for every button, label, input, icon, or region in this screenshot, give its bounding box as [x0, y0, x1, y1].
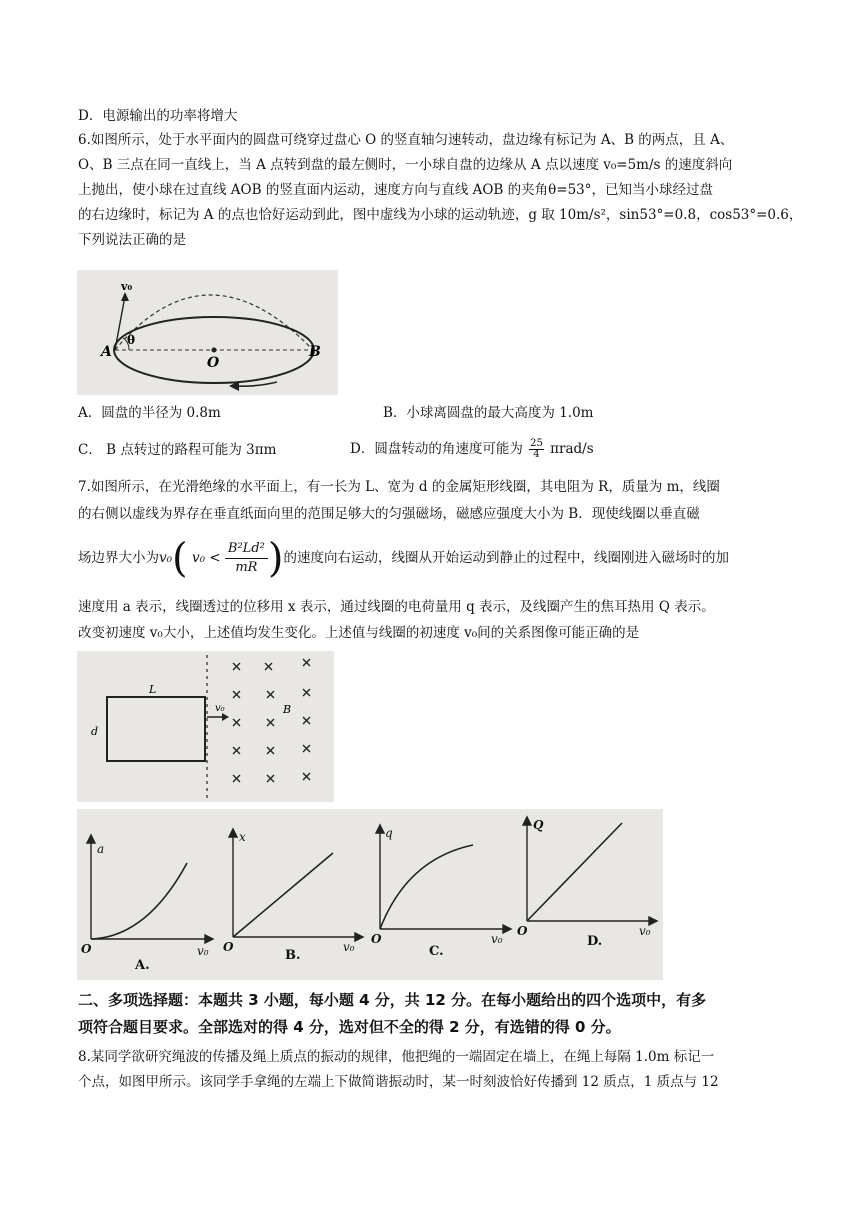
graph-b-o: O [223, 940, 234, 954]
graph-a-label: A. [135, 958, 150, 973]
label-v0: v₀ [215, 703, 225, 714]
q6-line-4: 的右边缘时，标记为 A 的点也恰好运动到此，图中虚线为小球的运动轨迹，g 取 10m/s²，sin53°=0.8，cos53°=0.6， [78, 207, 803, 223]
q7-condition-fraction [225, 540, 268, 577]
curve-a [91, 863, 187, 939]
q6-line-1: 6.如图所示，处于水平面内的圆盘可绕穿过盘心 O 的竖直轴匀速转动，盘边缘有标记为 A、B 的两点，且 A、 [78, 132, 734, 148]
graph-b-y: x [239, 830, 246, 844]
graph-d-x: v₀ [639, 924, 651, 938]
field-crosses [233, 659, 310, 782]
q6-line-2: O、B 三点在同一直线上，当 A 点转到盘的最左侧时，一小球自盘的边缘从 A 点以速度 v₀=5m/s 的速度斜向 [78, 157, 733, 173]
q7-line-2: 的右侧以虚线为界存在垂直纸面向里的范围足够大的匀强磁场，磁感应强度大小为 B．现使线圈以垂直磁 [78, 506, 700, 522]
q6-line-5: 下列说法正确的是 [78, 232, 186, 248]
left-paren: ( [172, 535, 188, 582]
graph-c-o: O [371, 932, 382, 946]
label-v0: v₀ [121, 280, 133, 293]
graph-a-x: v₀ [197, 944, 209, 958]
q6-option-b: B．小球离圆盘的最大高度为 1.0m [383, 405, 594, 421]
disc-diagram [77, 270, 338, 395]
graph-d-y: Q [533, 818, 544, 832]
graph-a-o: O [81, 942, 92, 956]
graph-d-o: O [517, 924, 528, 938]
q7-line-1: 7.如图所示，在光滑绝缘的水平面上，有一长为 L、宽为 d 的金属矩形线圈，其电阻为 R，质量为 m，线圈 [78, 479, 720, 495]
coil-rectangle [107, 697, 205, 761]
fraction-numerator: 25 [530, 438, 543, 449]
q7-line-3-suffix: 的速度向右运动，线圈从开始运动到静止的过程中，线圈刚进入磁场时的加 [283, 550, 729, 566]
graph-d-label: D. [587, 934, 603, 949]
line-b [233, 853, 333, 937]
graph-c-y: q [385, 826, 393, 840]
label-theta: θ [127, 333, 136, 347]
v0-arrowhead [222, 713, 229, 721]
label-d: d [91, 725, 99, 738]
line-d [527, 823, 622, 921]
q6-option-d-fraction [529, 439, 544, 460]
condition-denominator: mR [235, 560, 258, 575]
graph-d [523, 817, 657, 925]
fraction-denominator: 4 [533, 449, 540, 460]
q7-cond-lt: < [209, 550, 221, 566]
curve-c [380, 845, 473, 929]
label-l: L [149, 683, 157, 696]
label-b: B [309, 344, 321, 360]
q7-line-5: 改变初速度 v₀大小，上述值均发生变化。上述值与线圈的初速度 v₀间的关系图像可能正确的是 [78, 625, 640, 641]
trajectory-path [115, 295, 313, 350]
q8-line-1: 8.某同学欲研究绳波的传播及绳上质点的振动的规律，他把绳的一端固定在墙上，在绳上每隔 1.0m 标记一 [78, 1049, 715, 1065]
q6-option-d-suffix: πrad/s [550, 441, 594, 457]
q6-option-c: C． B 点转过的路程可能为 3πm [78, 442, 277, 458]
condition-numerator: B²Ld² [225, 540, 268, 559]
q5-option-d: D．电源输出的功率将增大 [78, 108, 238, 124]
q7-line-3 [78, 536, 729, 580]
section-2-line-2: 项符合题目要求。全部选对的得 4 分，选对但不全的得 2 分，有选错的得 0 分。 [78, 1018, 621, 1036]
label-o: O [207, 355, 220, 371]
v0-arrow [115, 296, 125, 350]
q6-option-d [350, 435, 594, 463]
q6-option-d-prefix: D．圆盘转动的角速度可能为 [350, 441, 523, 457]
graph-b-label: B. [285, 948, 301, 963]
coil-diagram [77, 651, 334, 802]
graph-a-y: a [97, 842, 105, 856]
graph-c [376, 825, 511, 933]
v0-arrowhead [121, 292, 129, 301]
graph-a [87, 835, 213, 943]
q6-line-3: 上抛出，使小球在过直线 AOB 的竖直面内运动，速度方向与直线 AOB 的夹角θ=53°，已知当小球经过盘 [78, 182, 714, 198]
label-a: A [101, 344, 112, 360]
q7-coil-figure [77, 651, 334, 802]
q7-line-3-prefix: 场边界大小为 [78, 550, 159, 566]
graph-c-x: v₀ [491, 932, 503, 946]
q6-option-a: A．圆盘的半径为 0.8m [78, 405, 221, 421]
q7-line-4: 速度用 a 表示，线圈透过的位移用 x 表示，通过线圈的电荷量用 q 表示，及线圈产生的焦耳热用 Q 表示。 [78, 599, 715, 615]
q6-disc-figure [77, 270, 338, 395]
graphs-diagram [77, 809, 663, 980]
graph-b-x: v₀ [343, 940, 355, 954]
q7-graphs-figure [77, 809, 663, 980]
section-2-line-1: 二、多项选择题：本题共 3 小题，每小题 4 分，共 12 分。在每小题给出的四个选项中，有多 [78, 991, 707, 1009]
label-b: B [283, 703, 292, 716]
graph-c-label: C. [429, 944, 444, 959]
q7-v0: v₀ [159, 550, 173, 566]
q8-line-2: 个点，如图甲所示。该同学手拿绳的左端上下做简谐振动时，某一时刻波恰好传播到 12 质点，1 质点与 12 [78, 1074, 719, 1090]
right-paren: ) [267, 535, 284, 582]
graph-b [229, 829, 363, 941]
center-dot [212, 348, 217, 353]
q7-cond-v0: v₀ [191, 550, 205, 566]
